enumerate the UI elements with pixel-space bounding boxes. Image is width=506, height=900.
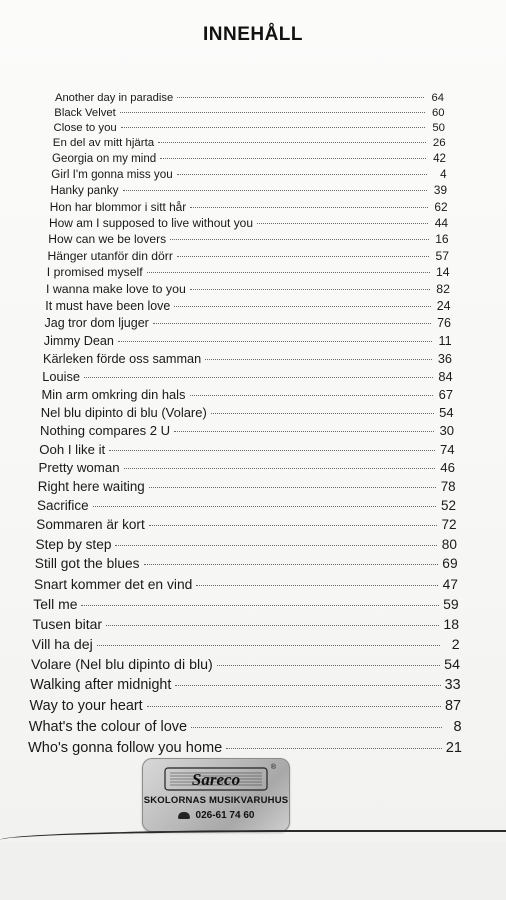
entry-page-number: 60 — [432, 106, 445, 119]
entry-title: Min arm omkring din hals — [41, 386, 186, 402]
entry-page-number: 67 — [438, 386, 453, 402]
dot-leader — [115, 545, 437, 546]
dot-leader — [81, 605, 438, 606]
toc-entry — [52, 153, 446, 165]
toc-entry — [35, 556, 458, 571]
dot-leader — [190, 395, 434, 396]
dot-leader — [120, 112, 425, 113]
entry-page-number: 62 — [434, 199, 448, 214]
toc-entry — [29, 719, 462, 735]
entry-page-number: 42 — [433, 152, 446, 165]
entry-page-number: 69 — [442, 556, 458, 572]
toc-entry — [41, 405, 454, 420]
entry-page-number: 76 — [437, 316, 451, 331]
entry-title: Pretty woman — [38, 460, 120, 476]
dot-leader — [84, 377, 433, 378]
entry-title: Girl I'm gonna miss you — [51, 168, 173, 181]
dot-leader — [217, 665, 440, 666]
dot-leader — [226, 748, 442, 749]
dot-leader — [118, 341, 432, 342]
sareco-logo-graphic — [164, 766, 268, 792]
toc-entry — [39, 442, 454, 457]
toc-entry — [49, 216, 448, 230]
entry-title: Still got the blues — [34, 556, 140, 572]
entry-page-number: 57 — [435, 248, 449, 263]
toc-entry — [53, 137, 446, 149]
toc-entry — [54, 122, 446, 134]
entry-title: Hon har blommor i sitt hår — [49, 199, 187, 214]
dot-leader — [205, 359, 432, 360]
toc-entry — [42, 387, 454, 402]
entry-title: Jimmy Dean — [43, 333, 114, 348]
toc-entry — [45, 299, 450, 313]
entry-title: Volare (Nel blu dipinto di blu) — [31, 656, 213, 673]
toc-entry — [42, 369, 452, 384]
entry-page-number: 11 — [438, 333, 452, 348]
dot-leader — [147, 706, 441, 707]
brand-text: Sareco — [191, 770, 241, 789]
entry-page-number: 84 — [438, 368, 453, 384]
entry-title: Kärleken förde oss samman — [43, 351, 202, 367]
entry-page-number: 82 — [436, 282, 450, 297]
entry-title: Sacrifice — [37, 498, 89, 514]
entry-page-number: 87 — [444, 697, 461, 714]
registered-mark: ® — [270, 764, 276, 771]
entry-page-number: 52 — [441, 498, 456, 514]
entry-page-number: 80 — [441, 536, 457, 552]
store-name: SKOLORNAS MUSIKVARUHUS — [143, 795, 289, 806]
page-title: INNEHÅLL — [202, 24, 304, 45]
entry-title: Walking after midnight — [30, 677, 172, 694]
dot-leader — [177, 174, 427, 175]
entry-title: Right here waiting — [37, 479, 145, 495]
toc-entry — [36, 517, 456, 532]
entry-title: I wanna make love to you — [46, 282, 186, 297]
entry-title: Nel blu dipinto di blu (Volare) — [40, 404, 207, 420]
dot-leader — [109, 450, 434, 451]
entry-title: Georgia on my mind — [52, 152, 157, 165]
toc-entry — [40, 423, 454, 438]
toc-entry — [51, 168, 446, 181]
dot-leader — [190, 289, 430, 290]
dot-leader — [160, 158, 426, 159]
toc-entry — [30, 698, 462, 714]
entry-page-number: 16 — [435, 232, 449, 247]
entry-page-number: 4 — [440, 168, 447, 181]
telephone-icon — [178, 812, 190, 819]
store-sticker — [142, 758, 290, 832]
entry-title: Ooh I like it — [39, 441, 106, 457]
entry-title: Sommaren är kort — [36, 517, 145, 533]
toc-entry — [50, 200, 448, 214]
entry-title: Tusen bitar — [32, 615, 103, 632]
entry-title: Vill ha dej — [31, 636, 93, 652]
entry-title: How can we be lovers — [48, 232, 167, 247]
entry-page-number: 64 — [431, 92, 444, 104]
toc-entry — [36, 537, 458, 552]
entry-page-number: 36 — [437, 351, 452, 367]
entry-title: Louise — [42, 368, 81, 384]
toc-entry — [44, 334, 452, 348]
dot-leader — [191, 727, 441, 728]
dot-leader — [174, 306, 430, 307]
dot-leader — [211, 413, 434, 414]
toc-entry — [43, 351, 452, 366]
toc-entry — [33, 596, 458, 612]
dot-leader — [175, 685, 440, 686]
entry-title: Snart kommer det en vind — [34, 575, 193, 592]
entry-page-number: 14 — [435, 265, 450, 280]
entry-page-number: 24 — [436, 299, 451, 314]
surface-below-page — [0, 842, 506, 900]
entry-page-number: 47 — [442, 575, 458, 592]
page-edge-line — [0, 830, 506, 840]
dot-leader — [123, 190, 427, 191]
entry-page-number: 18 — [443, 615, 459, 632]
entry-title: Nothing compares 2 U — [40, 423, 171, 439]
entry-title: How am I supposed to live without you — [49, 215, 253, 230]
dot-leader — [174, 431, 434, 432]
dot-leader — [97, 645, 440, 646]
sareco-logo — [164, 766, 268, 792]
dot-leader — [257, 223, 428, 224]
entry-page-number: 54 — [444, 656, 460, 673]
entry-title: Hanky panky — [50, 183, 119, 197]
dot-leader — [93, 506, 436, 507]
table-of-contents — [0, 92, 506, 756]
toc-entry — [28, 740, 462, 756]
toc-entry — [30, 677, 460, 693]
toc-entry — [33, 616, 460, 632]
entry-title: It must have been love — [45, 299, 171, 314]
dot-leader — [121, 127, 425, 128]
entry-page-number: 54 — [439, 404, 454, 420]
toc-entry — [37, 498, 456, 513]
dot-leader — [190, 207, 427, 208]
entry-page-number: 2 — [451, 636, 460, 652]
toc-entry — [39, 460, 456, 475]
store-phone — [142, 810, 290, 821]
toc-entry — [31, 657, 460, 673]
toc-entry — [45, 316, 452, 330]
dot-leader — [196, 585, 438, 586]
dot-leader — [106, 625, 439, 626]
entry-page-number: 74 — [439, 441, 455, 457]
toc-entry — [38, 479, 456, 494]
toc-entry — [32, 636, 460, 652]
dot-leader — [149, 487, 436, 488]
dot-leader — [149, 525, 437, 526]
toc-entry — [51, 184, 448, 197]
entry-page-number: 33 — [444, 677, 461, 694]
entry-title: En del av mitt hjärta — [52, 137, 155, 150]
entry-title: Another day in paradise — [55, 92, 174, 104]
entry-page-number: 8 — [453, 718, 462, 735]
entry-title: Jag tror dom ljuger — [44, 316, 149, 331]
entry-page-number: 59 — [443, 595, 459, 612]
toc-entry — [47, 265, 450, 279]
toc-entry — [54, 107, 444, 119]
dot-leader — [153, 323, 431, 324]
entry-title: Black Velvet — [54, 106, 116, 119]
dot-leader — [144, 564, 438, 565]
entry-title: What's the colour of love — [28, 718, 188, 735]
entry-page-number: 30 — [439, 423, 454, 439]
entry-page-number: 78 — [440, 479, 456, 495]
phone-number: 026-61 74 60 — [195, 810, 255, 821]
entry-title: Hänger utanför din dörr — [47, 248, 173, 263]
toc-entry — [55, 92, 444, 104]
entry-page-number: 50 — [432, 121, 445, 134]
entry-page-number: 21 — [445, 740, 462, 756]
dot-leader — [170, 239, 428, 240]
toc-entry — [48, 232, 448, 246]
toc-entry — [48, 249, 450, 263]
entry-title: Who's gonna follow you home — [28, 740, 223, 756]
entry-title: I promised myself — [46, 265, 143, 280]
toc-entry — [46, 282, 450, 296]
dot-leader — [177, 97, 424, 98]
dot-leader — [124, 468, 435, 469]
entry-page-number: 39 — [433, 183, 447, 197]
entry-page-number: 72 — [441, 517, 457, 533]
dot-leader — [158, 142, 425, 143]
entry-page-number: 44 — [434, 215, 448, 230]
entry-page-number: 46 — [440, 460, 455, 476]
dot-leader — [177, 256, 429, 257]
entry-page-number: 26 — [432, 137, 446, 150]
toc-entry — [34, 576, 458, 592]
dot-leader — [147, 272, 430, 273]
entry-title: Step by step — [35, 536, 112, 552]
entry-title: Tell me — [33, 595, 78, 612]
entry-title: Close to you — [53, 121, 117, 134]
entry-title: Way to your heart — [29, 697, 143, 714]
